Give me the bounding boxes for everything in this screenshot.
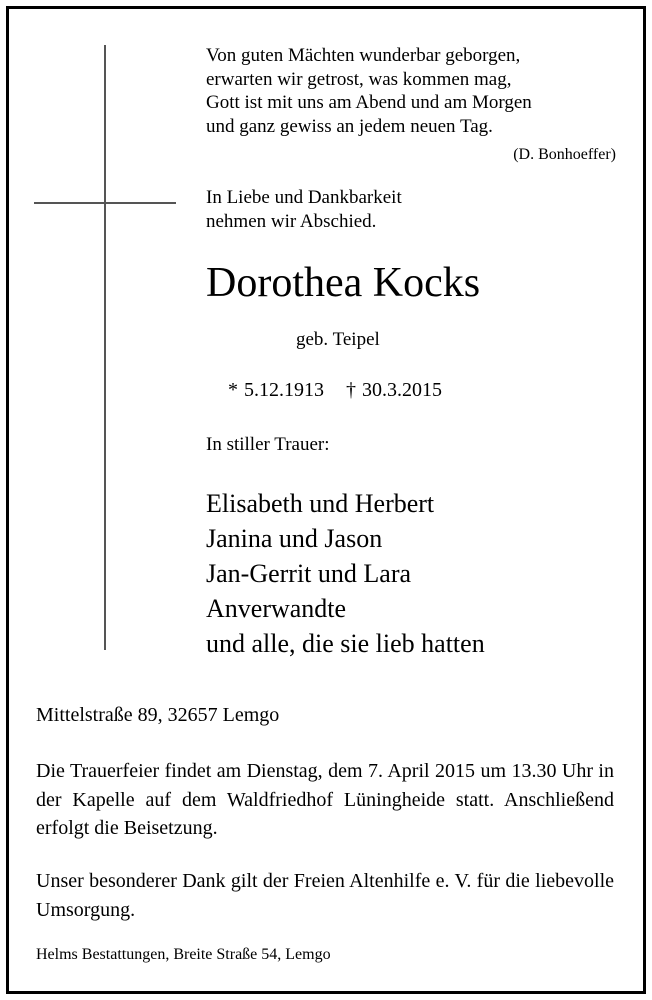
- funeral-notice: Die Trauerfeier findet am Dienstag, dem 7. April 2015 um 13.30 Uhr in der Kapelle auf dem Waldfriedhof Lüningheide statt. Anschließend erfolgt die Beisetzung.: [36, 760, 614, 839]
- mourner-entry: Elisabeth und Herbert: [206, 489, 435, 518]
- poem-line: und ganz gewiss an jedem neuen Tag.: [206, 115, 493, 137]
- mourner-entry: Anverwandte: [206, 594, 347, 623]
- poem-line: Gott ist mit uns am Abend und am Morgen: [206, 92, 532, 113]
- thanks-notice: Unser besonderer Dank gilt der Freien Altenhilfe e. V. für die liebevolle Umsorgung.: [36, 870, 614, 921]
- birth-date: * 5.12.1913: [228, 379, 324, 401]
- death-date: † 30.3.2015: [346, 379, 442, 401]
- maiden-name: geb. Teipel: [296, 329, 380, 350]
- cross-horizontal-bar: [34, 202, 176, 204]
- life-dates: [228, 379, 442, 402]
- poem-line: erwarten wir getrost, was kommen mag,: [206, 68, 512, 90]
- cross-vertical-bar: [104, 45, 106, 650]
- undertaker-info: Helms Bestattungen, Breite Straße 54, Lemgo: [36, 946, 331, 963]
- mourner-entry: Janina und Jason: [206, 524, 383, 553]
- poem-verse: [206, 44, 532, 138]
- mourner-entry: und alle, die sie lieb hatten: [206, 629, 485, 658]
- poem-attribution: (D. Bonhoeffer): [513, 146, 616, 163]
- poem-line: Von guten Mächten wunderbar geborgen,: [206, 45, 521, 66]
- farewell-line: In Liebe und Dankbarkeit: [206, 187, 402, 208]
- mourning-heading: In stiller Trauer:: [206, 434, 330, 455]
- deceased-name: Dorothea Kocks: [206, 260, 481, 306]
- mourner-entry: Jan-Gerrit und Lara: [206, 559, 412, 588]
- mourners-list: [206, 486, 485, 661]
- farewell-line: nehmen wir Abschied.: [206, 211, 377, 232]
- farewell-text: [206, 186, 402, 234]
- family-address: Mittelstraße 89, 32657 Lemgo: [36, 704, 280, 726]
